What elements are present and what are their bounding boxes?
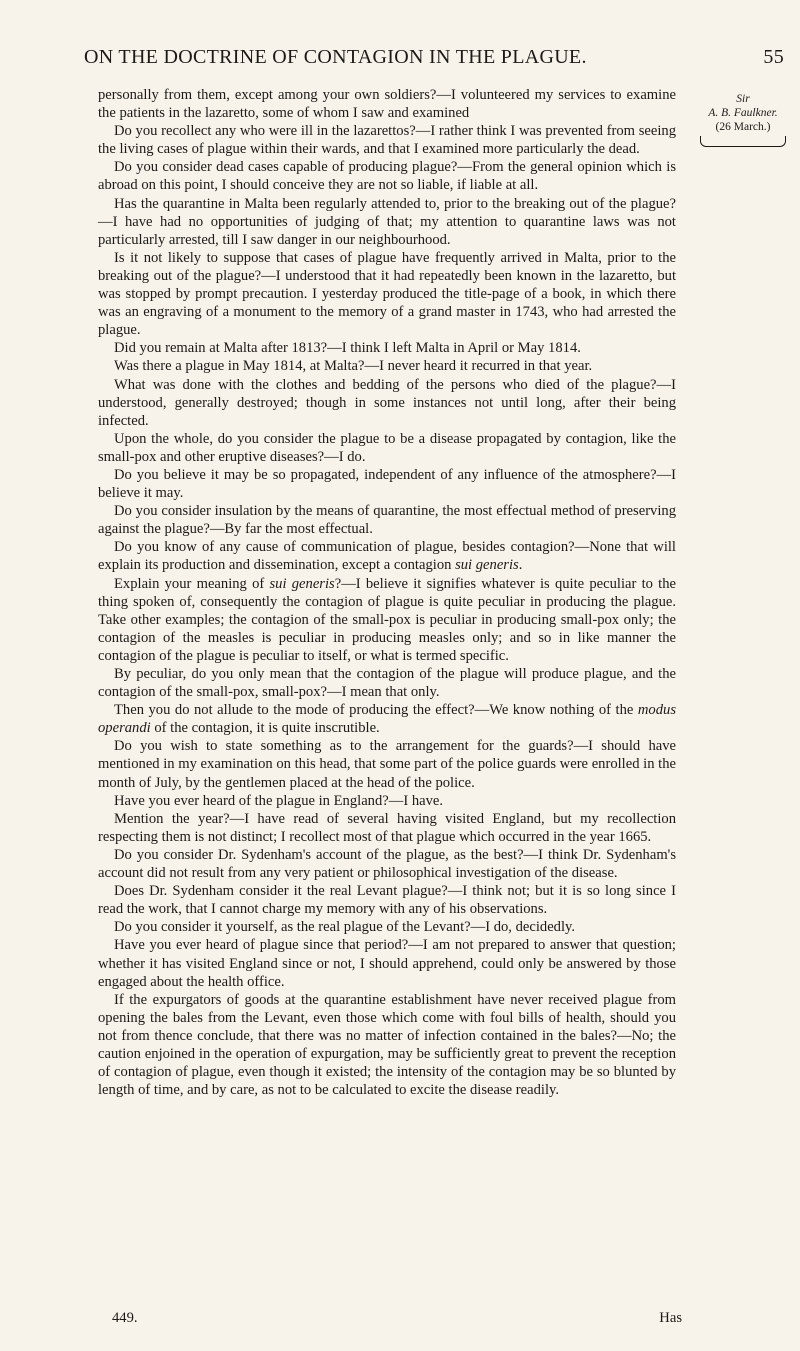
margin-note-date: (26 March.) — [715, 121, 771, 133]
page-title: ON THE DOCTRINE OF CONTAGION IN THE PLAGUE. — [84, 46, 587, 68]
margin-note-name: A. B. Faulkner. — [708, 107, 778, 119]
paragraph: Does Dr. Sydenham consider it the real Levant plague?—I think not; but it is so long since I read the work, that I cannot charge my memory with any of his observations. — [98, 883, 676, 918]
body-text — [98, 86, 676, 1099]
margin-note-title: Sir — [736, 93, 750, 105]
paragraph: Do you consider it yourself, as the real plague of the Levant?—I do, decidedly. — [114, 919, 576, 936]
paragraph: Have you ever heard of plague since that period?—I am not prepared to answer that question; whether it has visited England since or not, I should apprehend, could only be answered by those engaged about the health office. — [98, 937, 676, 990]
paragraph: Explain your meaning of sui generis?—I believe it signifies whatever is quite peculiar to the thing spoken of, consequently the contagion of plague is quite peculiar in producing the plague. Take other examples; the contagion of the small-pox is peculiar in producing small-pox only; the contagion of the measles is peculiar in producing measles only; and so in like manner the contagion of the plague is peculiar to itself, or what is termed specific. — [98, 575, 676, 664]
paragraph: Do you consider Dr. Sydenham's account of the plague, as the best?—I think Dr. Sydenham's account did not result from any very patient or philosophical investigation of the disease. — [98, 846, 676, 882]
paragraph: Do you recollect any who were ill in the lazarettos?—I rather think I was prevented from seeing the living cases of plague within their wards, and that I examined more particularly the dead. — [98, 123, 676, 158]
signature-mark: 449. — [112, 1310, 138, 1326]
paragraph: Then you do not allude to the mode of producing the effect?—We know nothing of the modus operandi of the contagion, it is quite inscrutible. — [98, 702, 676, 737]
margin-note — [688, 92, 798, 147]
paragraph: personally from them, except among your own soldiers?—I volunteered my services to examine the patients in the lazaretto, some of whom I saw and examined — [98, 87, 676, 122]
paragraph: Upon the whole, do you consider the plague to be a disease propagated by contagion, like the small-pox and other eruptive diseases?—I do. — [98, 430, 676, 465]
paragraph: Do you believe it may be so propagated, independent of any influence of the atmosphere?—I believe it may. — [98, 466, 676, 502]
catchword: Has — [659, 1310, 682, 1326]
paragraph: By peculiar, do you only mean that the contagion of the plague will produce plague, and the contagion of the small-pox, small-pox?—I mean that only. — [98, 666, 676, 701]
paragraph: Did you remain at Malta after 1813?—I think I left Malta in April or May 1814. — [114, 340, 581, 357]
paragraph: Do you consider dead cases capable of producing plague?—From the general opinion which is abroad on this point, I should conceive they are not so liable, if liable at all. — [98, 159, 676, 194]
paragraph: If the expurgators of goods at the quarantine establishment have never received plague from opening the bales from the Levant, even those which come with foul bills of health, should you not from thence conclude, that there was no matter of infection contained in the bales?—No; the caution enjoined in the operation of expurgation, may be sufficiently great to prevent the reception of contagion of plague, even though it existed; the intensity of the contagion may be so blunted by length of time, and by care, as not to be calculated to excite the disease readily. — [98, 991, 676, 1099]
paragraph: What was done with the clothes and bedding of the persons who died of the plague?—I understood, generally destroyed; though in some instances not until long, after their being infected. — [98, 376, 676, 429]
paragraph: Do you wish to state something as to the arrangement for the guards?—I should have mentioned in my examination on this head, that some part of the police guards were enrolled in the month of July, by the gentlemen placed at the head of the police. — [98, 738, 676, 791]
paragraph: Do you know of any cause of communication of plague, besides contagion?—None that will explain its production and dissemination, except a contagion sui generis. — [98, 539, 676, 574]
running-header — [84, 46, 784, 69]
paragraph: Was there a plague in May 1814, at Malta?—I never heard it recurred in that year. — [114, 358, 593, 375]
paragraph: Do you consider insulation by the means of quarantine, the most effectual method of preserving against the plague?—By far the most effectual. — [98, 503, 676, 538]
margin-brace — [700, 136, 786, 147]
paragraph: Mention the year?—I have read of several having visited England, but my recollection respecting them is not distinct; I recollect most of that plague which occurred in the year 1665. — [98, 810, 676, 845]
paragraph: Have you ever heard of the plague in England?—I have. — [114, 792, 444, 809]
paragraph: Is it not likely to suppose that cases of plague have frequently arrived in Malta, prior to the breaking out of the plague?—I understood that it had repeatedly been known in the lazaretto, but was stopped by prompt precaution. I yesterday produced the title-page of a book, in which there was an engraving of a monument to the memory of a grand master in 1743, who had arrested the plague. — [98, 249, 676, 339]
paragraph: Has the quarantine in Malta been regularly attended to, prior to the breaking out of the plague?—I have had no opportunities of judging of that; my attention to quarantine laws was not particularly arrested, till I saw danger in our neighbourhood. — [98, 195, 676, 248]
page-number: 55 — [763, 46, 784, 68]
